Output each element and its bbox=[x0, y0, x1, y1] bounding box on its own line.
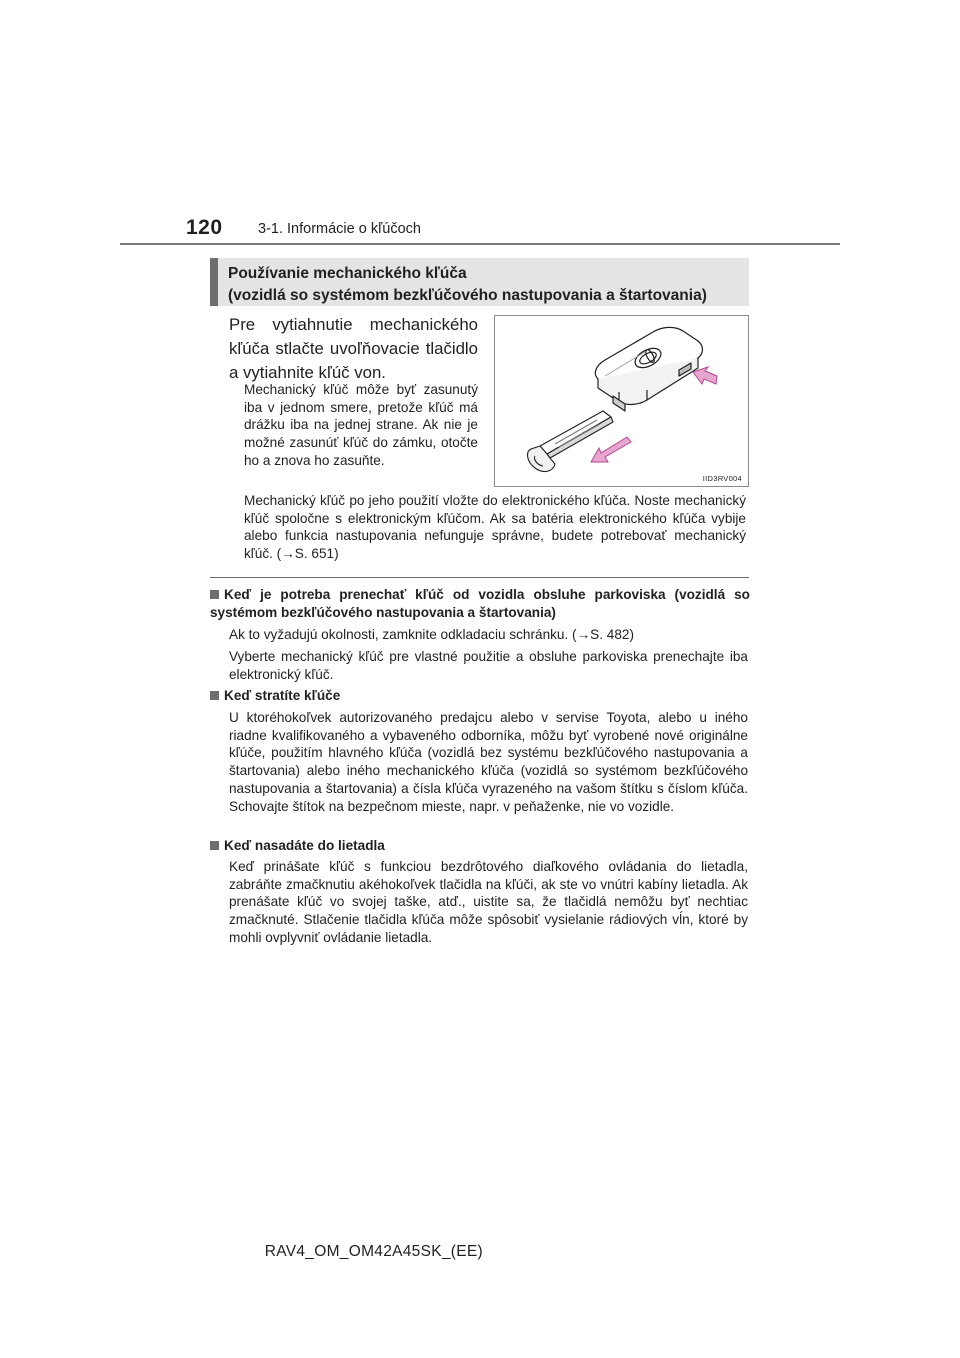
subheading-valet bbox=[210, 586, 750, 621]
section-heading bbox=[210, 258, 749, 306]
aircraft-paragraph: Keď prinášate kľúč s funkciou bezdrôtového diaľkového ovládania do lietadla, zabráňte zmačknutiu akéhokoľvek tlačidla na kľúči, ak ste vo vnútri kabíny lietadla. Ak prenášate kľúč vo svojej taške, atď., uistite sa, že tlačidlá nemôžu byť nechtiac zmačknuté. Stlačenie tlačidla kľúča môže spôsobiť vysielanie rádiových vĺn, ktoré by mohli ovplyvniť ovládanie lietadla. bbox=[229, 859, 748, 945]
document-code: RAV4_OM_OM42A45SK_(EE) bbox=[264, 1243, 483, 1260]
subheading-aircraft bbox=[210, 837, 750, 855]
header-divider bbox=[120, 243, 840, 245]
subheading-lost bbox=[210, 687, 750, 705]
section-divider bbox=[210, 577, 749, 578]
square-bullet-icon bbox=[210, 841, 219, 850]
key-illustration bbox=[494, 315, 749, 487]
subheading-aircraft-text: Keď nasadáte do lietadla bbox=[224, 838, 385, 853]
figure-code: IID3RV004 bbox=[702, 474, 742, 483]
page-number: 120 bbox=[186, 216, 223, 239]
section-title: 3-1. Informácie o kľúčoch bbox=[258, 221, 421, 237]
mechanical-key-illustration bbox=[495, 316, 748, 486]
valet-paragraph-2: Vyberte mechanický kľúč pre vlastné použitie a obsluhe parkoviska prenechajte iba elektronický kľúč. bbox=[229, 649, 748, 682]
square-bullet-icon bbox=[210, 691, 219, 700]
note-store-key: Mechanický kľúč po jeho použití vložte do elektronického kľúča. Noste mechanický kľúč spoločne s elektronickým kľúčom. Ak sa batéria elektronického kľúča vybije alebo funkcia nastupovania nefunguje správne, budete potrebovať mechanický kľúč. (→S. 651) bbox=[244, 493, 746, 562]
heading-line-2: (vozidlá so systémom bezkľúčového nastupovania a štartovania) bbox=[228, 287, 707, 304]
intro-text: Pre vytiahnutie mechanického kľúča stlačte uvoľňovacie tlačidlo a vytiahnite kľúč von. bbox=[229, 315, 478, 382]
valet-paragraph-1: Ak to vyžadujú okolnosti, zamknite odkladaciu schránku. (→S. 482) bbox=[229, 627, 634, 642]
lost-paragraph: U ktoréhokoľvek autorizovaného predajcu alebo v servise Toyota, alebo u iného riadne kvalifikovaného a vybaveného odborníka, môžu byť vyrobené nové originálne kľúče, použitím hlavného kľúča (vozidlá bez systému bezkľúčového nastupovania a štartovania) alebo iného mechanického kľúča (vozidlá so systémom bezkľúčového nastupovania a štartovania) a čísla kľúča vyrazeného na vašom štítku s číslom kľúča. Schovajte štítok na bezpečnom mieste, napr. v peňaženke, nie vo vozidle. bbox=[229, 710, 748, 814]
subheading-valet-text: Keď je potreba prenechať kľúč od vozidla obsluhe parkoviska (vozidlá so systémom bezkľúčového nastupovania a štartovania) bbox=[210, 587, 750, 620]
heading-line-1: Používanie mechanického kľúča bbox=[228, 265, 467, 282]
square-bullet-icon bbox=[210, 590, 219, 599]
subheading-lost-text: Keď stratíte kľúče bbox=[224, 688, 341, 703]
note-insert-direction: Mechanický kľúč môže byť zasunutý iba v jednom smere, pretože kľúč má drážku iba na jednej strane. Ak nie je možné zasunúť kľúč do zámku, otočte ho a znova ho zasuňte. bbox=[244, 382, 478, 468]
